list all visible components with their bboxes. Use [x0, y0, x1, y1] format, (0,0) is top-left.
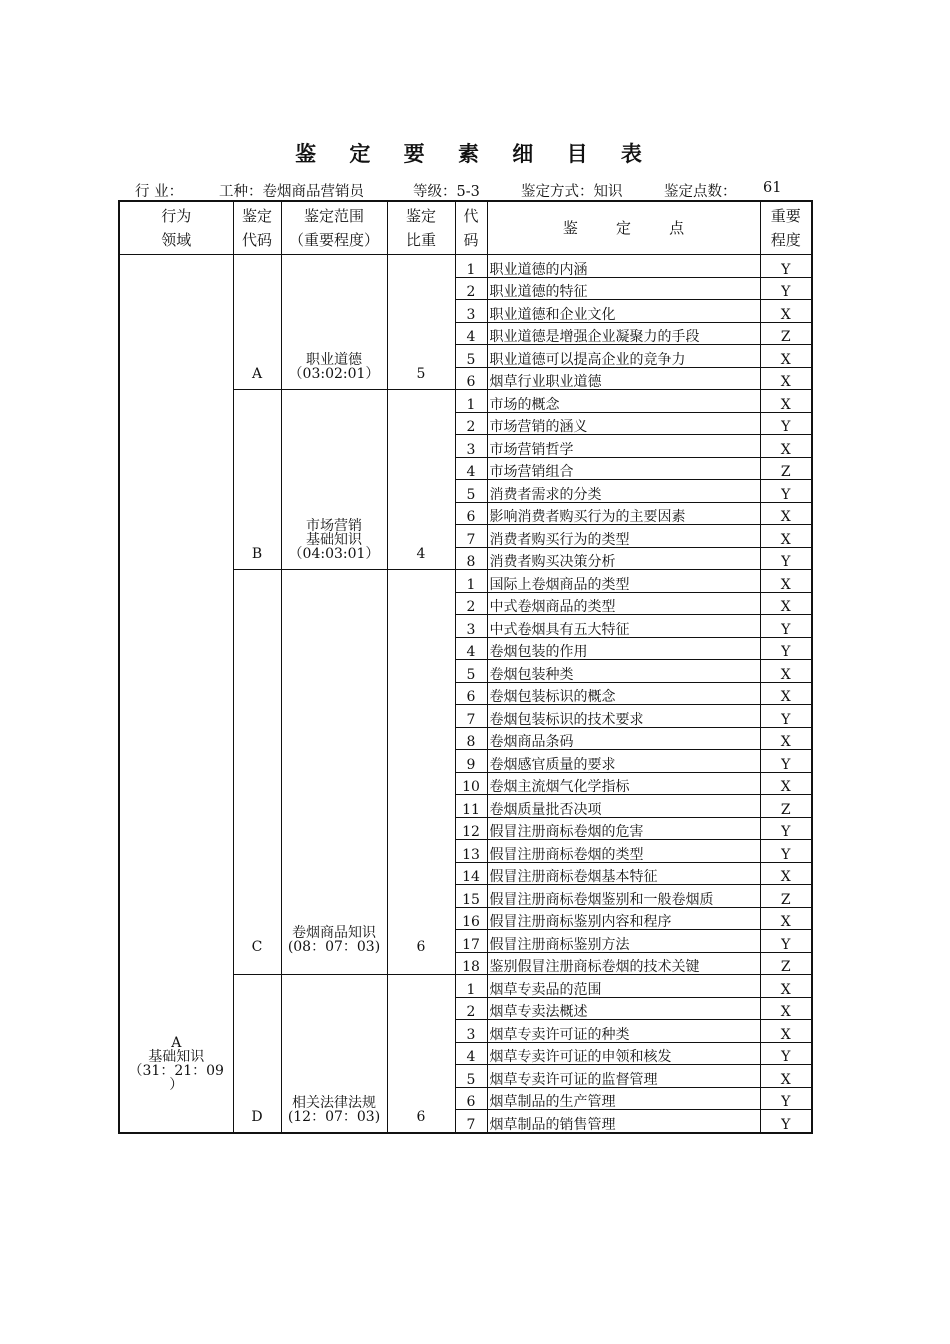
item-point: 假冒注册商标卷烟的危害: [487, 817, 760, 840]
group-weight: 6: [387, 570, 455, 975]
header-row: [119, 201, 812, 255]
item-point: 假冒注册商标鉴别内容和程序: [487, 907, 760, 930]
range-text: 卷烟商品知识: [292, 925, 376, 941]
item-importance: X: [760, 592, 812, 615]
item-importance: X: [760, 525, 812, 548]
domain-text: ）: [169, 1076, 184, 1093]
item-point: 卷烟包装种类: [487, 660, 760, 683]
item-point: 市场营销哲学: [487, 435, 760, 458]
item-importance: X: [760, 367, 812, 390]
level-label: 等级：5-3: [413, 184, 480, 200]
points-count: 61: [763, 180, 782, 196]
item-code: 4: [455, 322, 487, 345]
item-point: 卷烟感官质量的要求: [487, 750, 760, 773]
item-importance: X: [760, 345, 812, 368]
item-code: 11: [455, 795, 487, 818]
item-importance: Y: [760, 840, 812, 863]
item-code: 2: [455, 997, 487, 1020]
domain-cell: [119, 255, 233, 1133]
item-point: 职业道德可以提高企业的竞争力: [487, 345, 760, 368]
item-code: 10: [455, 772, 487, 795]
item-code: 9: [455, 750, 487, 773]
item-importance: X: [760, 570, 812, 593]
range-text: (08：07：03): [287, 939, 381, 955]
item-code: 8: [455, 547, 487, 570]
item-code: 6: [455, 682, 487, 705]
item-point: 卷烟包装的作用: [487, 637, 760, 660]
range-text: 职业道德: [306, 352, 362, 368]
table-row: [119, 255, 812, 278]
group-code: A: [233, 255, 281, 390]
item-code: 2: [455, 412, 487, 435]
item-code: 6: [455, 502, 487, 525]
item-point: 假冒注册商标卷烟鉴别和一般卷烟质: [487, 885, 760, 908]
group-code: B: [233, 390, 281, 570]
item-code: 1: [455, 255, 487, 278]
range-text: （04:03:01）: [288, 546, 380, 562]
item-importance: X: [760, 435, 812, 458]
domain-text: A: [171, 1034, 182, 1051]
item-point: 假冒注册商标卷烟基本特征: [487, 862, 760, 885]
item-code: 2: [455, 277, 487, 300]
header-weight: 鉴定 比重: [387, 201, 455, 255]
item-code: 5: [455, 345, 487, 368]
item-point: 职业道德和企业文化: [487, 300, 760, 323]
item-code: 5: [455, 1065, 487, 1088]
item-importance: Z: [760, 457, 812, 480]
group-range: [281, 570, 387, 975]
header-domain: 行为 领域: [119, 201, 233, 255]
item-importance: X: [760, 682, 812, 705]
item-point: 假冒注册商标鉴别方法: [487, 930, 760, 953]
item-importance: Y: [760, 412, 812, 435]
header-item-code: 代 码: [455, 201, 487, 255]
domain-text: 基础知识: [148, 1048, 205, 1065]
item-point: 卷烟主流烟气化学指标: [487, 772, 760, 795]
item-importance: X: [760, 772, 812, 795]
item-point: 职业道德的特征: [487, 277, 760, 300]
group-weight: 5: [387, 255, 455, 390]
item-importance: X: [760, 1020, 812, 1043]
method-label: 鉴定方式：知识: [521, 184, 623, 200]
range-text: 相关法律法规: [292, 1094, 376, 1111]
group-range: [281, 255, 387, 390]
industry-label: 行 业：: [135, 184, 184, 200]
item-point: 鉴别假冒注册商标卷烟的技术关键: [487, 952, 760, 975]
item-point: 假冒注册商标卷烟的类型: [487, 840, 760, 863]
item-code: 8: [455, 727, 487, 750]
item-point: 影响消费者购买行为的主要因素: [487, 502, 760, 525]
item-point: 国际上卷烟商品的类型: [487, 570, 760, 593]
group-code: D: [233, 975, 281, 1133]
item-importance: Z: [760, 885, 812, 908]
item-code: 4: [455, 1042, 487, 1065]
item-point: 烟草专卖许可证的种类: [487, 1020, 760, 1043]
meta-line: [135, 180, 835, 200]
item-code: 1: [455, 570, 487, 593]
item-point: 职业道德的内涵: [487, 255, 760, 278]
item-importance: Z: [760, 795, 812, 818]
header-code: 鉴定 代码: [233, 201, 281, 255]
item-importance: Y: [760, 255, 812, 278]
item-importance: Y: [760, 480, 812, 503]
item-point: 中式卷烟具有五大特征: [487, 615, 760, 638]
header-range: 鉴定范围 （重要程度）: [281, 201, 387, 255]
item-importance: X: [760, 502, 812, 525]
item-importance: Y: [760, 1042, 812, 1065]
group-code: C: [233, 570, 281, 975]
item-importance: Y: [760, 1087, 812, 1110]
item-point: 市场的概念: [487, 390, 760, 413]
item-code: 3: [455, 300, 487, 323]
item-point: 烟草专卖法概述: [487, 997, 760, 1020]
item-code: 12: [455, 817, 487, 840]
item-importance: Z: [760, 322, 812, 345]
item-importance: X: [760, 975, 812, 998]
item-point: 烟草专卖许可证的监督管理: [487, 1065, 760, 1088]
item-point: 市场营销组合: [487, 457, 760, 480]
item-point: 卷烟包装标识的技术要求: [487, 705, 760, 728]
item-importance: X: [760, 727, 812, 750]
item-point: 消费者需求的分类: [487, 480, 760, 503]
item-code: 2: [455, 592, 487, 615]
item-importance: Y: [760, 637, 812, 660]
item-importance: Y: [760, 547, 812, 570]
item-code: 1: [455, 390, 487, 413]
range-text: 基础知识: [306, 532, 362, 548]
item-importance: Y: [760, 930, 812, 953]
item-point: 卷烟包装标识的概念: [487, 682, 760, 705]
item-point: 卷烟质量批否决项: [487, 795, 760, 818]
item-code: 6: [455, 367, 487, 390]
item-importance: Y: [760, 277, 812, 300]
job-label: 工种：卷烟商品营销员: [219, 184, 364, 200]
domain-text: （31：21：09: [128, 1062, 224, 1079]
range-text: 市场营销: [306, 518, 362, 534]
header-point: 鉴 定 点: [487, 201, 760, 255]
item-code: 4: [455, 637, 487, 660]
item-point: 烟草制品的生产管理: [487, 1087, 760, 1110]
item-point: 烟草专卖许可证的申领和核发: [487, 1042, 760, 1065]
item-point: 职业道德是增强企业凝聚力的手段: [487, 322, 760, 345]
item-code: 5: [455, 660, 487, 683]
appraisal-table: [118, 200, 813, 1134]
item-importance: Y: [760, 615, 812, 638]
page-title: 鉴 定 要 素 细 目 表: [295, 141, 655, 166]
range-text: （03:02:01）: [288, 366, 380, 382]
item-importance: Y: [760, 817, 812, 840]
group-range: [281, 390, 387, 570]
points-label: 鉴定点数：: [664, 184, 737, 200]
item-point: 市场营销的涵义: [487, 412, 760, 435]
item-code: 18: [455, 952, 487, 975]
item-importance: Y: [760, 750, 812, 773]
group-weight: 4: [387, 390, 455, 570]
item-code: 3: [455, 615, 487, 638]
item-point: 烟草行业职业道德: [487, 367, 760, 390]
item-importance: Z: [760, 952, 812, 975]
item-importance: X: [760, 390, 812, 413]
item-code: 3: [455, 1020, 487, 1043]
header-importance: 重要 程度: [760, 201, 812, 255]
item-importance: X: [760, 862, 812, 885]
item-code: 3: [455, 435, 487, 458]
group-range: [281, 975, 387, 1133]
item-point: 烟草专卖品的范围: [487, 975, 760, 998]
item-point: 消费者购买决策分析: [487, 547, 760, 570]
item-code: 7: [455, 1110, 487, 1133]
item-importance: Y: [760, 705, 812, 728]
item-code: 7: [455, 525, 487, 548]
item-code: 15: [455, 885, 487, 908]
item-importance: X: [760, 907, 812, 930]
item-code: 7: [455, 705, 487, 728]
item-importance: X: [760, 1065, 812, 1088]
item-code: 13: [455, 840, 487, 863]
item-importance: X: [760, 300, 812, 323]
range-text: (12：07：03): [287, 1108, 381, 1125]
item-code: 17: [455, 930, 487, 953]
item-importance: X: [760, 660, 812, 683]
item-code: 1: [455, 975, 487, 998]
item-importance: Y: [760, 1110, 812, 1133]
item-code: 5: [455, 480, 487, 503]
item-point: 中式卷烟商品的类型: [487, 592, 760, 615]
item-point: 卷烟商品条码: [487, 727, 760, 750]
group-weight: 6: [387, 975, 455, 1133]
item-code: 6: [455, 1087, 487, 1110]
item-code: 14: [455, 862, 487, 885]
item-point: 烟草制品的销售管理: [487, 1110, 760, 1133]
item-point: 消费者购买行为的类型: [487, 525, 760, 548]
item-importance: X: [760, 997, 812, 1020]
item-code: 16: [455, 907, 487, 930]
item-code: 4: [455, 457, 487, 480]
